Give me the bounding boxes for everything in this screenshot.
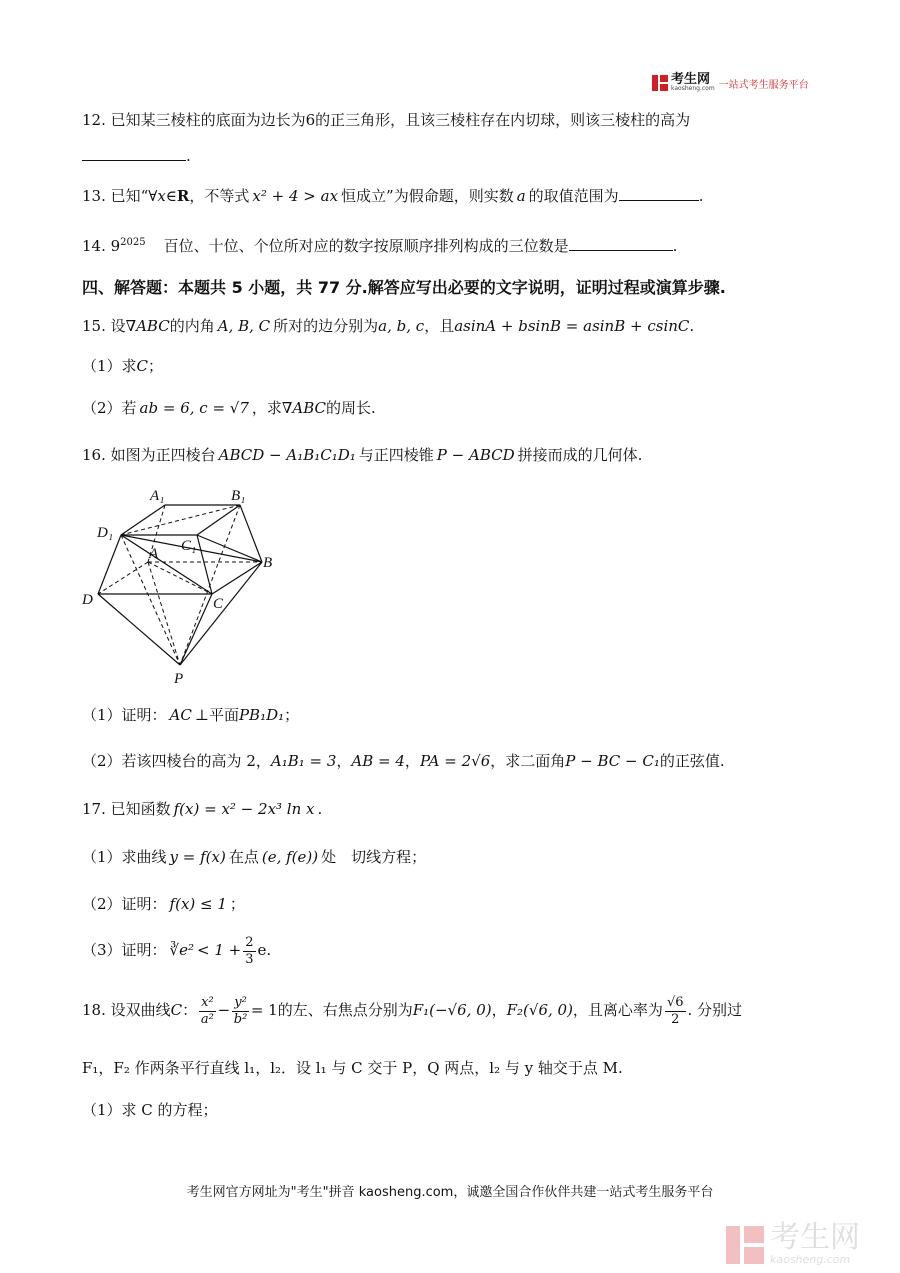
q13-post: 恒成立”为假命题，则实数 [341, 187, 514, 205]
q15-angles: A, B, C [217, 317, 271, 335]
label-A1: A₁ [150, 488, 165, 504]
logo-slogan: 一站式考生服务平台 [718, 79, 809, 91]
q15-p2-cond: ab = 6, c = √7 [139, 399, 249, 417]
edge-DP [98, 594, 180, 665]
q15-mid3: ，且 [424, 317, 455, 335]
q14-end: . [672, 237, 678, 255]
question-15 [82, 316, 694, 336]
q13-mid: ，不等式 [189, 187, 250, 205]
q17-p2-expr: f(x) ≤ 1 [169, 895, 227, 913]
q17-p3-den: 3 [245, 951, 254, 967]
q13-a: a [516, 187, 526, 205]
q18-end: . 分别过 [687, 1001, 743, 1019]
q16-p2-angle: P − BC − C₁ [565, 752, 660, 770]
q15-p1-end: ； [148, 357, 164, 375]
hidden-AC [148, 562, 212, 594]
q17-p3-e: e [257, 941, 267, 959]
q18-frac-y [232, 995, 249, 1028]
q18-mid2: ，且离心率为 [572, 1001, 663, 1019]
q17-p1-mid: 在点 [228, 848, 259, 866]
question-17-part-1 [82, 847, 426, 867]
q18-colon: ： [182, 1001, 198, 1019]
q13-ineq: x² + 4 > ax [252, 187, 339, 205]
edge-BP [180, 562, 262, 665]
q14-text: 百位、十位、个位所对应的数字按原顺序排列构成的三位数是 [163, 237, 569, 255]
q12-text: 12. 已知某三棱柱的底面为边长为6的正三角形，且该三棱柱存在内切球，则该三棱柱的高为 [82, 111, 691, 129]
q16-end: 拼接而成的几何体. [517, 446, 643, 464]
hidden-AD [98, 562, 148, 594]
q16-p1-end: ； [284, 706, 300, 724]
q18-F2: F₂(√6, 0) [506, 1001, 573, 1019]
q18-pre: 18. 设双曲线 [82, 1001, 171, 1019]
q16-p1-perp: ⊥平面 [194, 706, 239, 724]
hidden-B1P [180, 505, 240, 665]
q15-tri: ∇ABC [125, 317, 170, 335]
q18-eq1: = 1 [250, 1001, 278, 1019]
q16-p2-label: （2）若该四棱台的高为 2， [82, 752, 271, 770]
q17-p1-end: 处 切线方程； [321, 848, 427, 866]
q16-frustum: ABCD − A₁B₁C₁D₁ [218, 446, 356, 464]
edge-CB [212, 562, 262, 594]
watermark-logo-icon [726, 1226, 764, 1264]
q17-p1-curve: y = f(x) [169, 848, 226, 866]
label-D1: D₁ [97, 525, 114, 541]
q16-figure [78, 480, 288, 690]
label-B1: B₁ [231, 488, 246, 504]
q17-p3-num: 2 [245, 934, 254, 950]
edge-CP [180, 594, 212, 665]
q16-pyramid: P − ABCD [436, 446, 515, 464]
question-15-part-1 [82, 356, 163, 376]
q18-a2: a² [200, 1011, 214, 1027]
header-logo [652, 74, 809, 92]
q14-blank [569, 236, 673, 251]
q15-end: . [689, 317, 695, 335]
q18-y2: y² [234, 994, 247, 1010]
q18-e-num: √6 [666, 994, 684, 1010]
watermark-text: 考生网 [770, 1220, 860, 1255]
q18-F1: F₁(−√6, 0) [412, 1001, 492, 1019]
q16-p2-c3: PA = 2√6 [419, 752, 491, 770]
q16-p1-expr2: PB₁D₁ [238, 706, 285, 724]
q18-frac-x [199, 995, 216, 1028]
q13-post2: 的取值范围为 [528, 187, 619, 205]
question-16 [82, 445, 642, 465]
logo-icon [652, 75, 668, 91]
q15-p1-var: C [136, 357, 149, 375]
q16-p2-c2: AB = 4 [351, 752, 405, 770]
q15-pre: 15. 设 [82, 317, 126, 335]
hidden-B1D1 [121, 505, 240, 535]
q13-end: . [698, 187, 704, 205]
q16-pre: 16. 如图为正四棱台 [82, 446, 216, 464]
question-12 [82, 110, 690, 130]
question-14 [82, 233, 677, 256]
q18-e-den: 2 [671, 1011, 680, 1027]
q12-end: . [186, 147, 191, 165]
edge-D1D [98, 535, 121, 594]
q12-blank [82, 146, 186, 161]
q17-p3-lt: < 1 + [197, 941, 242, 959]
q17-pre: 17. 已知函数 [82, 800, 171, 818]
q18-C: C [170, 1001, 183, 1019]
question-15-part-2 [82, 398, 376, 418]
question-17 [82, 799, 322, 819]
label-B: B [263, 555, 273, 571]
question-12-answer-line [82, 146, 191, 166]
q16-p2-sep2: ， [404, 752, 420, 770]
question-16-part-2 [82, 751, 725, 771]
q15-p2-label: （2）若 [82, 399, 137, 417]
q13-blank [619, 186, 699, 201]
edge-C1B [197, 535, 262, 562]
logo-text: 考生网 [671, 72, 711, 87]
q15-sides: a, b, c [378, 317, 425, 335]
q18-minus: − [217, 1001, 231, 1019]
q15-p2-end: 的周长. [326, 399, 376, 417]
question-17-part-2 [82, 894, 245, 914]
q17-fx: f(x) = x² − 2x³ ln x [173, 800, 315, 818]
watermark-sub: kaosheng.com [770, 1253, 851, 1266]
q15-mid2: 所对的边分别为 [273, 317, 379, 335]
label-C1: C₁ [181, 538, 197, 554]
q17-p1-label: （1）求曲线 [82, 848, 167, 866]
q17-end: . [317, 800, 323, 818]
label-P: P [174, 671, 184, 687]
q18-b2: b² [233, 1011, 248, 1027]
question-18-part-1: （1）求 C 的方程； [82, 1101, 218, 1119]
q16-p2-end: 的正弦值. [659, 752, 725, 770]
q15-p2-tri: ∇ABC [281, 399, 326, 417]
edge-D1A1 [121, 505, 165, 535]
q15-p2-mid: ，求 [251, 399, 282, 417]
q15-mid: 的内角 [169, 317, 215, 335]
q13-pre: 13. 已知“ [82, 187, 149, 205]
edge-B1B [240, 505, 262, 562]
q17-p2-end: ； [229, 895, 245, 913]
q16-p2-sep1: ， [336, 752, 352, 770]
label-D: D [82, 592, 93, 608]
q13-forall: ∀x∈ [148, 187, 177, 205]
hidden-AP [148, 562, 180, 665]
q16-p2-mid: ，求二面角 [490, 752, 566, 770]
q15-eq: asinA + bsinB = asinB + csinC [454, 317, 690, 335]
q17-p1-pt: (e, f(e)) [261, 848, 319, 866]
q16-p1-expr1: AC [169, 706, 192, 724]
q17-p3-end: . [266, 941, 272, 959]
q17-p3-label: （3）证明： [82, 941, 167, 959]
question-18-line-2: F₁，F₂ 作两条平行直线 l₁，l₂．设 l₁ 与 C 交于 P，Q 两点，l₂ 与 y 轴交于点 M. [82, 1059, 623, 1077]
q18-frac-e [665, 995, 686, 1028]
q17-p2-label: （2）证明： [82, 895, 167, 913]
q16-p2-c1: A₁B₁ = 3 [270, 752, 337, 770]
q16-mid: 与正四棱锥 [358, 446, 434, 464]
question-13 [82, 186, 703, 206]
q18-x2: x² [201, 994, 214, 1010]
section-heading: 四、解答题：本题共 5 小题，共 77 分.解答应写出必要的文字说明，证明过程或演算步骤. [82, 278, 726, 297]
edge-B1C1 [197, 505, 240, 535]
question-16-part-1 [82, 705, 299, 725]
q18-mid: 的左、右焦点分别为 [277, 1001, 413, 1019]
q14-num: 14. 9 [82, 237, 121, 255]
label-C: C [213, 596, 224, 612]
question-17-part-3 [82, 932, 271, 968]
q17-p3-root: ∛e² [169, 941, 194, 959]
watermark [726, 1220, 860, 1266]
logo-sub: kaosheng.com [671, 85, 715, 92]
q15-p1-label: （1）求 [82, 357, 137, 375]
q17-p3-frac [243, 935, 255, 968]
q13-R: R [176, 187, 190, 205]
label-A: A [149, 546, 159, 562]
q16-p1-label: （1）证明： [82, 706, 167, 724]
footer-text: 考生网官方网址为"考生"拼音 kaosheng.com，诚邀全国合作伙伴共建一站式考生服务平台 [186, 1185, 714, 1200]
question-18 [82, 990, 742, 1030]
q18-sep: ， [491, 1001, 507, 1019]
q14-exp: 2025 [120, 237, 146, 248]
